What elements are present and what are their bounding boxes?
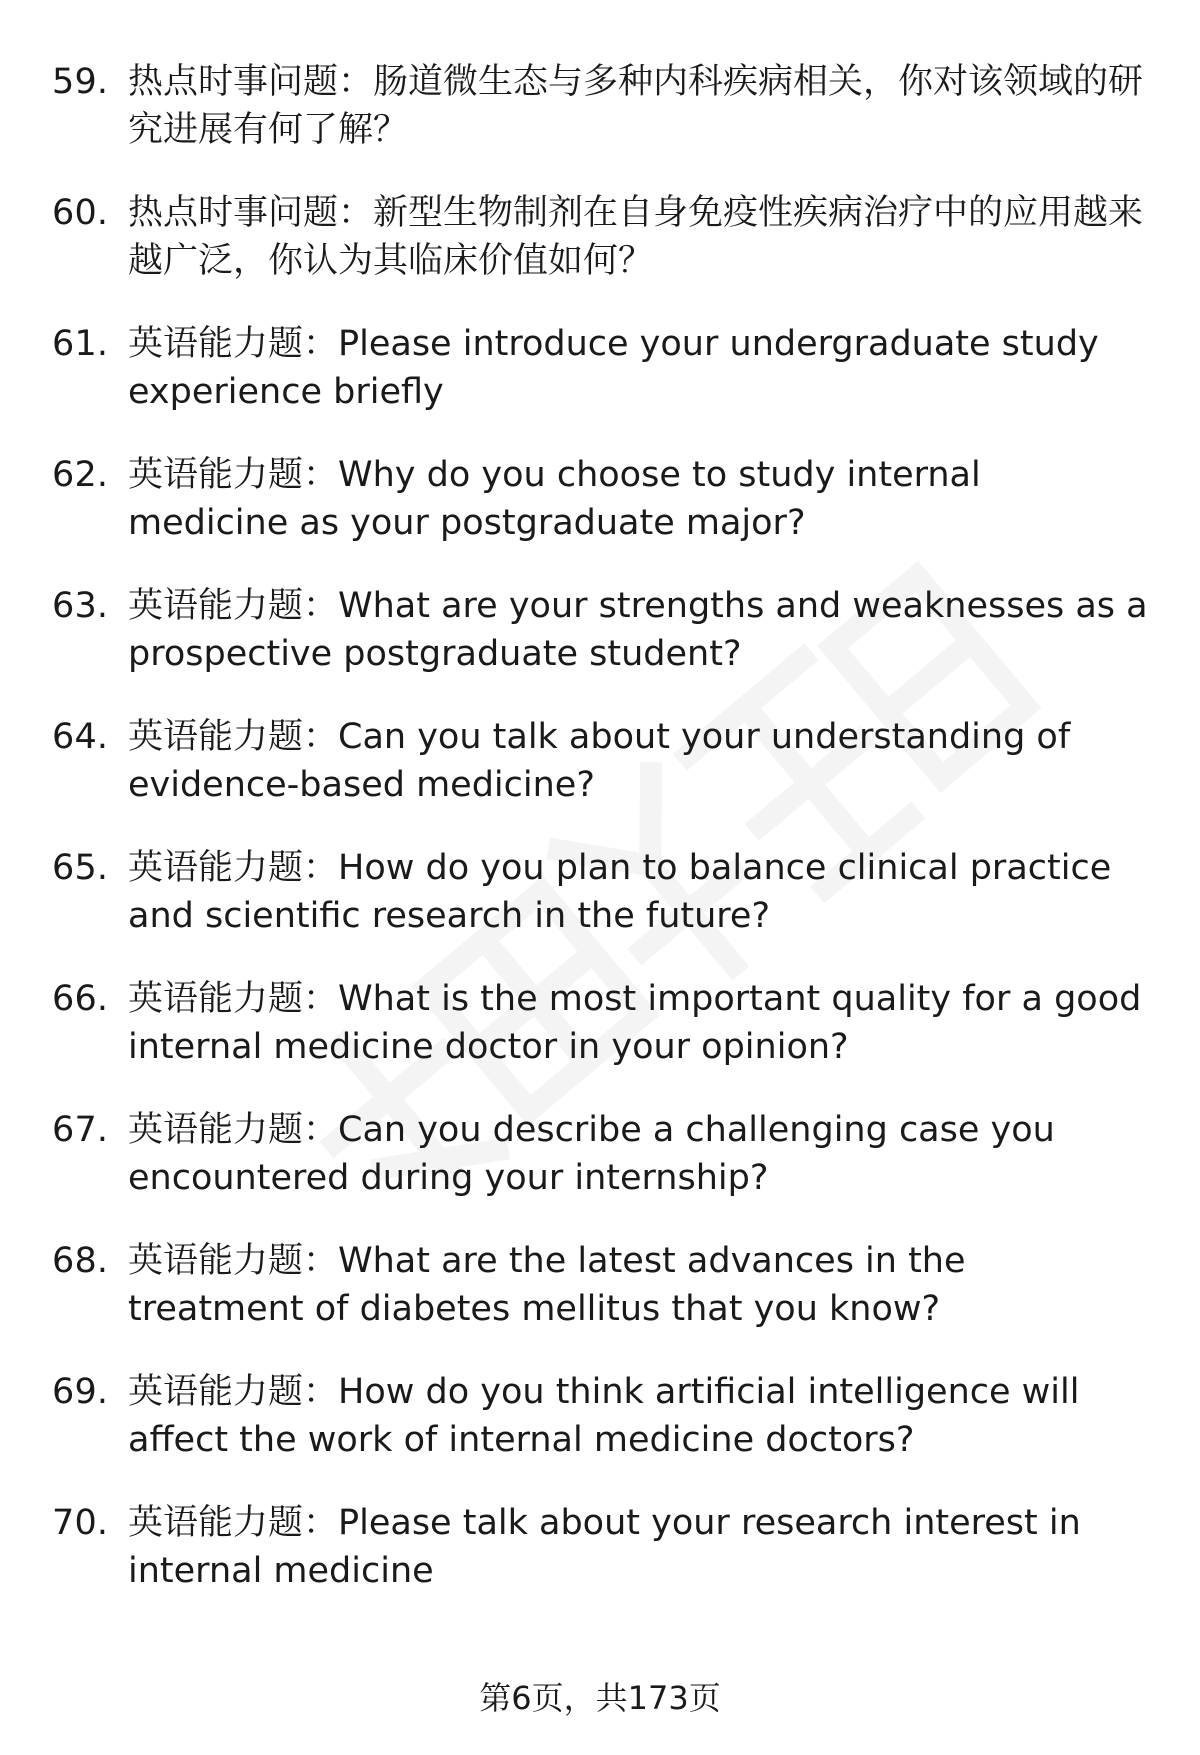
- question-text: How do you plan to balance clinical practice and scientific research in the future?: [128, 848, 1112, 936]
- question-item-64: [52, 713, 1162, 811]
- question-body: [128, 844, 1162, 940]
- question-body: [128, 58, 1162, 154]
- question-item-60: [52, 189, 1162, 287]
- question-category: 英语能力题：: [128, 1110, 339, 1150]
- question-item-61: [52, 320, 1162, 418]
- question-item-67: [52, 1106, 1162, 1204]
- question-text: What are the latest advances in the treatment of diabetes mellitus that you know?: [128, 1241, 966, 1329]
- question-item-59: [52, 58, 1162, 156]
- question-item-65: [52, 844, 1162, 942]
- question-item-68: [52, 1237, 1162, 1335]
- question-text: 新型生物制剂在自身免疫性疾病治疗中的应用越来越广泛，你认为其临床价值如何？: [128, 193, 1144, 281]
- question-category: 英语能力题：: [128, 1503, 339, 1543]
- question-text: 肠道微生态与多种内科疾病相关，你对该领域的研究进展有何了解？: [128, 62, 1144, 150]
- question-category: 英语能力题：: [128, 717, 339, 757]
- question-number: 68.: [52, 1241, 109, 1281]
- question-category: 英语能力题：: [128, 1372, 339, 1412]
- page-number-footer: 第6页，共173页: [479, 1679, 721, 1717]
- question-item-70: [52, 1499, 1162, 1597]
- question-text: Why do you choose to study internal medicine as your postgraduate major?: [128, 455, 981, 543]
- question-item-66: [52, 975, 1162, 1073]
- question-body: [128, 320, 1162, 416]
- question-body: [128, 713, 1162, 809]
- question-text: What are your strengths and weaknesses as a prospective postgraduate student?: [128, 586, 1148, 674]
- question-number: 70.: [52, 1503, 109, 1543]
- question-text: Can you describe a challenging case you encountered during your internship?: [128, 1110, 1055, 1198]
- question-text: What is the most important quality for a good internal medicine doctor in your opinion?: [128, 979, 1142, 1067]
- question-category: 英语能力题：: [128, 1241, 339, 1281]
- question-item-62: [52, 451, 1162, 549]
- question-text: Please talk about your research interest in internal medicine: [128, 1503, 1081, 1591]
- question-number: 61.: [52, 324, 109, 364]
- question-number: 59.: [52, 62, 109, 102]
- question-number: 63.: [52, 586, 109, 626]
- question-text: How do you think artificial intelligence will affect the work of internal medicine doctors?: [128, 1372, 1080, 1460]
- question-number: 67.: [52, 1110, 109, 1150]
- question-list: [52, 58, 1162, 1630]
- question-body: [128, 1237, 1162, 1333]
- question-number: 69.: [52, 1372, 109, 1412]
- question-text: Can you talk about your understanding of evidence-based medicine?: [128, 717, 1071, 805]
- question-number: 66.: [52, 979, 109, 1019]
- question-number: 65.: [52, 848, 109, 888]
- question-category: 英语能力题：: [128, 848, 339, 888]
- question-category: 热点时事问题：: [128, 62, 374, 102]
- question-category: 英语能力题：: [128, 455, 339, 495]
- question-number: 62.: [52, 455, 109, 495]
- question-body: [128, 451, 1162, 547]
- question-body: [128, 975, 1162, 1071]
- question-body: [128, 582, 1162, 678]
- question-number: 60.: [52, 193, 109, 233]
- question-number: 64.: [52, 717, 109, 757]
- question-text: Please introduce your undergraduate study experience briefly: [128, 324, 1099, 412]
- question-body: [128, 1106, 1162, 1202]
- question-body: [128, 1368, 1162, 1464]
- question-category: 英语能力题：: [128, 979, 339, 1019]
- question-category: 英语能力题：: [128, 324, 339, 364]
- question-item-63: [52, 582, 1162, 680]
- question-body: [128, 1499, 1162, 1595]
- question-category: 热点时事问题：: [128, 193, 374, 233]
- question-category: 英语能力题：: [128, 586, 339, 626]
- question-body: [128, 189, 1162, 285]
- question-item-69: [52, 1368, 1162, 1466]
